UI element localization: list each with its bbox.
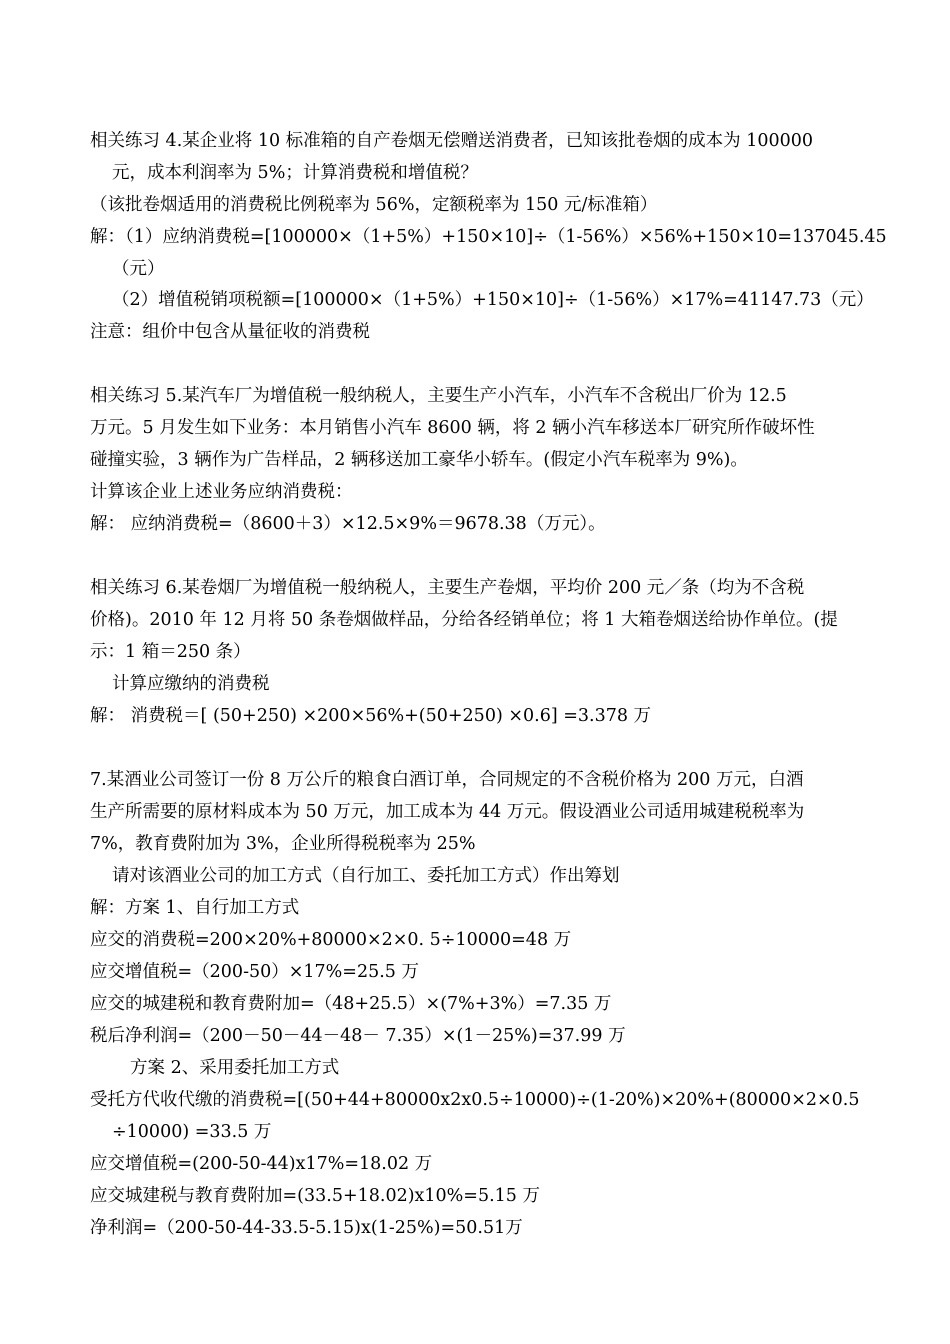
text-line: 相关练习 4.某企业将 10 标准箱的自产卷烟无偿赠送消费者，已知该批卷烟的成本为 100000 [90,131,814,151]
text-line: （元） [112,259,165,279]
text-line: 应交的消费税=200×20%+80000×2×0. 5÷10000=48 万 [90,930,572,950]
text-line: 解： 应纳消费税=（8600＋3）×12.5×9%＝9678.38（万元）。 [90,514,606,534]
text-line: 价格)。2010 年 12 月将 50 条卷烟做样品，分给各经销单位；将 1 大箱卷烟送给协作单位。(提 [90,610,838,630]
text-line: 应交增值税=(200-50-44)x17%=18.02 万 [90,1154,433,1174]
text-line: 示：1 箱＝250 条） [90,642,251,662]
text-line: 相关练习 5.某汽车厂为增值税一般纳税人，主要生产小汽车，小汽车不含税出厂价为 12.5 [90,386,787,406]
text-line: 解：（1）应纳消费税=[100000×（1+5%）+150×10]÷（1-56%）×56%+150×10=137045.45 [90,227,887,247]
text-line: 净利润=（200-50-44-33.5-5.15)x(1-25%)=50.51万 [90,1218,523,1238]
text-line: ÷10000) =33.5 万 [112,1122,272,1142]
text-line: （该批卷烟适用的消费税比例税率为 56%，定额税率为 150 元/标准箱） [90,195,658,215]
text-line: 应交增值税=（200-50）×17%=25.5 万 [90,962,419,982]
text-line: 解：方案 1、自行加工方式 [90,898,300,918]
text-line: 应交城建税与教育费附加=(33.5+18.02)x10%=5.15 万 [90,1186,541,1206]
text-line: 相关练习 6.某卷烟厂为增值税一般纳税人，主要生产卷烟，平均价 200 元／条（均为不含税 [90,578,805,598]
text-line: （2）增值税销项税额=[100000×（1+5%）+150×10]÷（1-56%）×17%=41147.73（元） [112,290,874,310]
text-line: 7.某酒业公司签订一份 8 万公斤的粮食白酒订单，合同规定的不含税价格为 200 万元，白酒 [90,770,804,790]
text-line: 碰撞实验，3 辆作为广告样品，2 辆移送加工豪华小轿车。(假定小汽车税率为 9%)。 [90,450,748,470]
text-line: 受托方代收代缴的消费税=[(50+44+80000x2x0.5÷10000)÷(1-20%)×20%+(80000×2×0.5 [90,1090,860,1110]
text-line: 应交的城建税和教育费附加=（48+25.5）×(7%+3%）=7.35 万 [90,994,612,1014]
text-line: 方案 2、采用委托加工方式 [130,1058,340,1078]
text-line: 7%，教育费附加为 3%，企业所得税税率为 25% [90,834,476,854]
text-line: 元，成本利润率为 5%；计算消费税和增值税？ [112,163,478,183]
text-line: 万元。5 月发生如下业务：本月销售小汽车 8600 辆，将 2 辆小汽车移送本厂研究所作破坏性 [90,418,815,438]
text-line: 解： 消费税＝[ (50+250) ×200×56%+(50+250) ×0.6] =3.378 万 [90,706,652,726]
text-line: 请对该酒业公司的加工方式（自行加工、委托加工方式）作出筹划 [112,866,620,886]
text-line: 生产所需要的原材料成本为 50 万元，加工成本为 44 万元。假设酒业公司适用城建税税率为 [90,802,805,822]
text-line: 注意：组价中包含从量征收的消费税 [90,322,370,342]
text-line: 计算应缴纳的消费税 [112,674,270,694]
text-line: 计算该企业上述业务应纳消费税： [90,482,353,502]
text-line: 税后净利润=（200－50－44－48－ 7.35）×(1－25%)=37.99 万 [90,1026,626,1046]
